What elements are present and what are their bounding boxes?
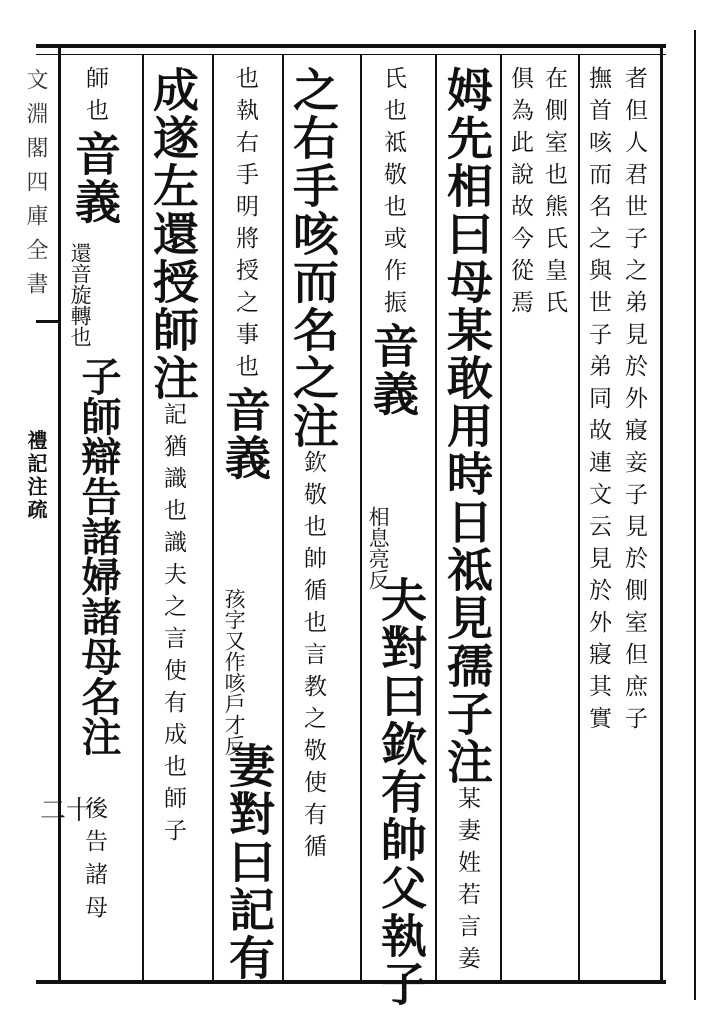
text-column-6 xyxy=(366,66,420,418)
commentary-text: 在側室也熊氏皇氏 xyxy=(541,66,567,322)
text-column-10 xyxy=(68,66,122,226)
commentary-text: 某妻姓若言姜 xyxy=(454,786,480,978)
top-border-inner xyxy=(36,54,666,55)
text-column-9 xyxy=(146,66,200,850)
commentary-text: 記猶識也識夫之言使有成也師子 xyxy=(160,402,186,850)
yinyi-marker: 音義 xyxy=(366,322,420,418)
top-border xyxy=(36,44,666,48)
column-divider xyxy=(500,54,502,980)
column-divider xyxy=(282,54,284,980)
text-column-5 xyxy=(440,66,494,978)
column-divider xyxy=(142,54,144,980)
pronunciation-note: 還音旋轉也 xyxy=(68,242,93,347)
main-text: 妻對曰記有 xyxy=(222,742,276,982)
running-title: 禮記注疏 xyxy=(24,430,48,522)
column-divider xyxy=(435,54,437,980)
margin-edge-text: 文淵閣四庫全書 xyxy=(23,68,48,306)
column-divider xyxy=(212,54,214,980)
column-divider xyxy=(360,54,362,980)
commentary-text: 者但人君世子之弟見於外寢妾子見於側室但庶子 xyxy=(621,66,647,738)
commentary-text: 撫首咳而名之與世子弟同故連文云見於外寢其實 xyxy=(585,66,611,738)
text-column-7 xyxy=(286,66,340,866)
yinyi-marker: 音義 xyxy=(68,130,122,226)
commentary-text: 俱為此說故今從焉 xyxy=(507,66,533,322)
commentary-text: 欽敬也帥循也言教之敬使有循 xyxy=(300,450,326,866)
commentary-text: 也執右手明將授之事也 xyxy=(232,66,258,386)
text-column-1 xyxy=(622,66,645,738)
text-column-2 xyxy=(586,66,609,738)
folio-mark: 二十 xyxy=(40,796,93,826)
main-text: 子師辯告諸婦諸母名注 xyxy=(75,356,122,756)
text-column-8 xyxy=(218,66,272,482)
text-column-4 xyxy=(508,66,531,322)
text-column-3 xyxy=(542,66,565,322)
margin-divider xyxy=(36,320,58,323)
main-text: 夫對曰欽有帥父執子 xyxy=(374,576,428,1008)
main-text: 成遂左還授師注 xyxy=(146,66,200,402)
column-divider xyxy=(578,54,580,980)
commentary-text: 後告諸母 xyxy=(81,796,107,928)
main-text: 姆先相曰母某敢用時日祗見孺子注 xyxy=(440,66,494,786)
pronunciation-note: 孩字又作咳戶才反 xyxy=(222,588,247,756)
right-frame xyxy=(660,44,663,984)
bottom-border xyxy=(36,980,666,984)
commentary-text: 師也 xyxy=(82,66,108,130)
left-frame xyxy=(58,44,61,984)
pronunciation-note: 相息亮反 xyxy=(366,506,391,590)
right-edge xyxy=(694,30,696,1000)
main-text: 之右手咳而名之注 xyxy=(286,66,340,450)
commentary-text: 氏也祗敬也或作振 xyxy=(380,66,406,322)
yinyi-marker: 音義 xyxy=(218,386,272,482)
